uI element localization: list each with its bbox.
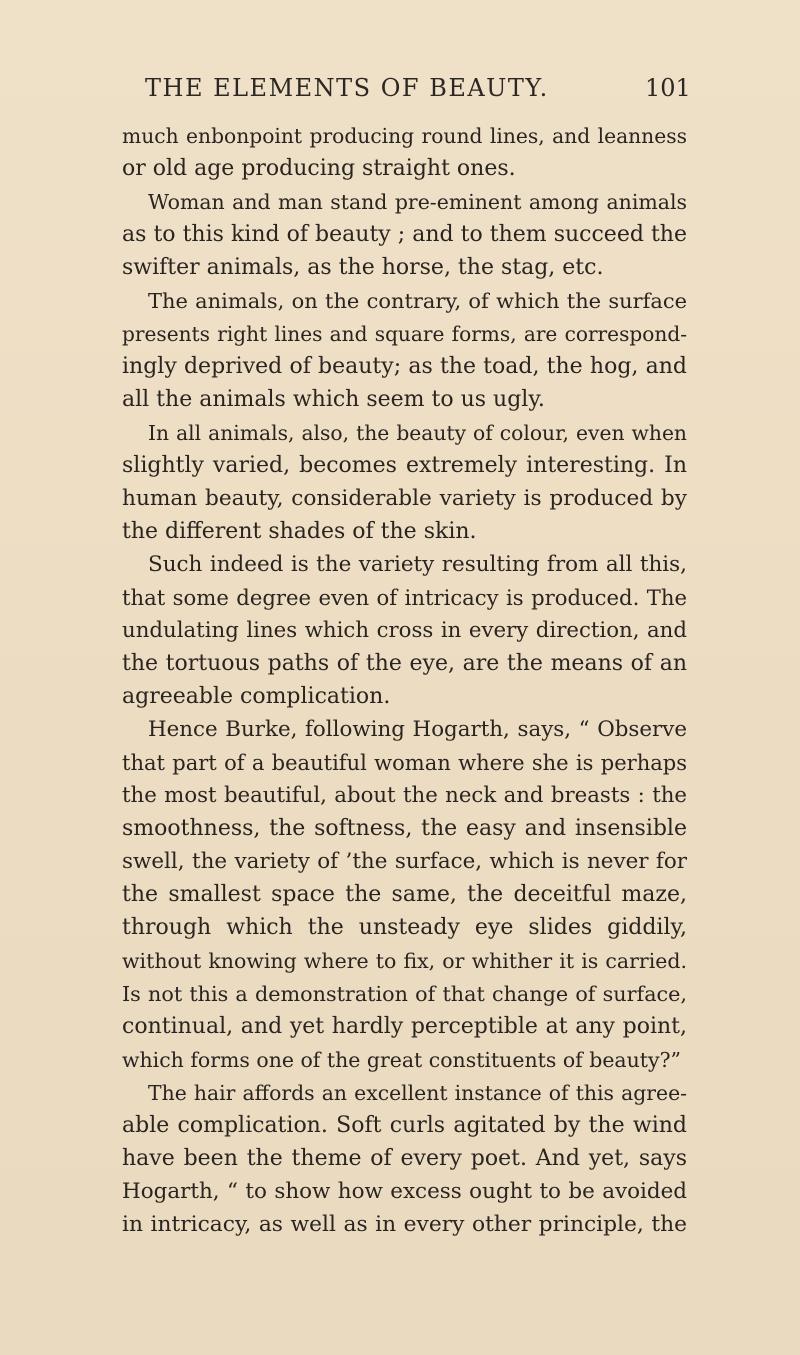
text-line: without knowing where to fix, or whither it is carried. (122, 949, 687, 973)
header-title: THE ELEMENTS OF BEAUTY. (145, 74, 549, 102)
text-line: Is not this a demonstration of that change of surface, (122, 982, 687, 1006)
text-line: much enbonpoint producing round lines, and leanness (122, 124, 687, 148)
text-line: swell, the variety of ’the surface, which is never for (122, 849, 687, 874)
running-header (0, 74, 800, 108)
text-line: Hogarth, “ to show how excess ought to be avoided (122, 1179, 687, 1204)
text-line: presents right lines and square forms, are correspond- (122, 322, 687, 346)
text-line: able complication. Soft curls agitated by the wind (122, 1113, 687, 1138)
text-line: ingly deprived of beauty; as the toad, the hog, and (122, 354, 687, 379)
text-line: have been the theme of every poet. And yet, says (122, 1146, 687, 1171)
text-line: human beauty, considerable variety is produced by (122, 486, 687, 511)
text-line: In all animals, also, the beauty of colour, even when (148, 421, 687, 445)
text-line: or old age producing straight ones. (122, 156, 516, 181)
text-line: which forms one of the great constituents of beauty?” (122, 1048, 681, 1072)
text-line: The hair affords an excellent instance of this agree- (148, 1081, 687, 1105)
text-line: in intricacy, as well as in every other principle, the (122, 1212, 687, 1237)
text-line: Such indeed is the variety resulting from all this, (148, 552, 687, 577)
page-number: 101 (645, 74, 691, 102)
text-line: that some degree even of intricacy is produced. The (122, 585, 687, 610)
text-line: continual, and yet hardly perceptible at any point, (122, 1014, 687, 1039)
text-line: the different shades of the skin. (122, 519, 477, 544)
text-line: undulating lines which cross in every direction, and (122, 618, 687, 643)
text-line: agreeable complication. (122, 684, 391, 709)
text-line: smoothness, the softness, the easy and insensible (122, 816, 687, 841)
text-line: the tortuous paths of the eye, are the means of an (122, 651, 687, 676)
text-line: Hence Burke, following Hogarth, says, “ Observe (148, 717, 687, 742)
text-line: The animals, on the contrary, of which the surface (148, 289, 687, 313)
text-line: Woman and man stand pre-eminent among animals (148, 190, 687, 214)
text-line: swifter animals, as the horse, the stag, etc. (122, 255, 604, 280)
text-line: that part of a beautiful woman where she is perhaps (122, 750, 687, 775)
text-line: as to this kind of beauty ; and to them succeed the (122, 222, 687, 247)
text-line: the smallest space the same, the deceitful maze, (122, 882, 687, 907)
text-line: the most beautiful, about the neck and breasts : the (122, 783, 687, 808)
text-line: slightly varied, becomes extremely interesting. In (122, 453, 687, 478)
text-line: through which the unsteady eye slides giddily, (122, 915, 687, 940)
text-line: all the animals which seem to us ugly. (122, 387, 545, 412)
